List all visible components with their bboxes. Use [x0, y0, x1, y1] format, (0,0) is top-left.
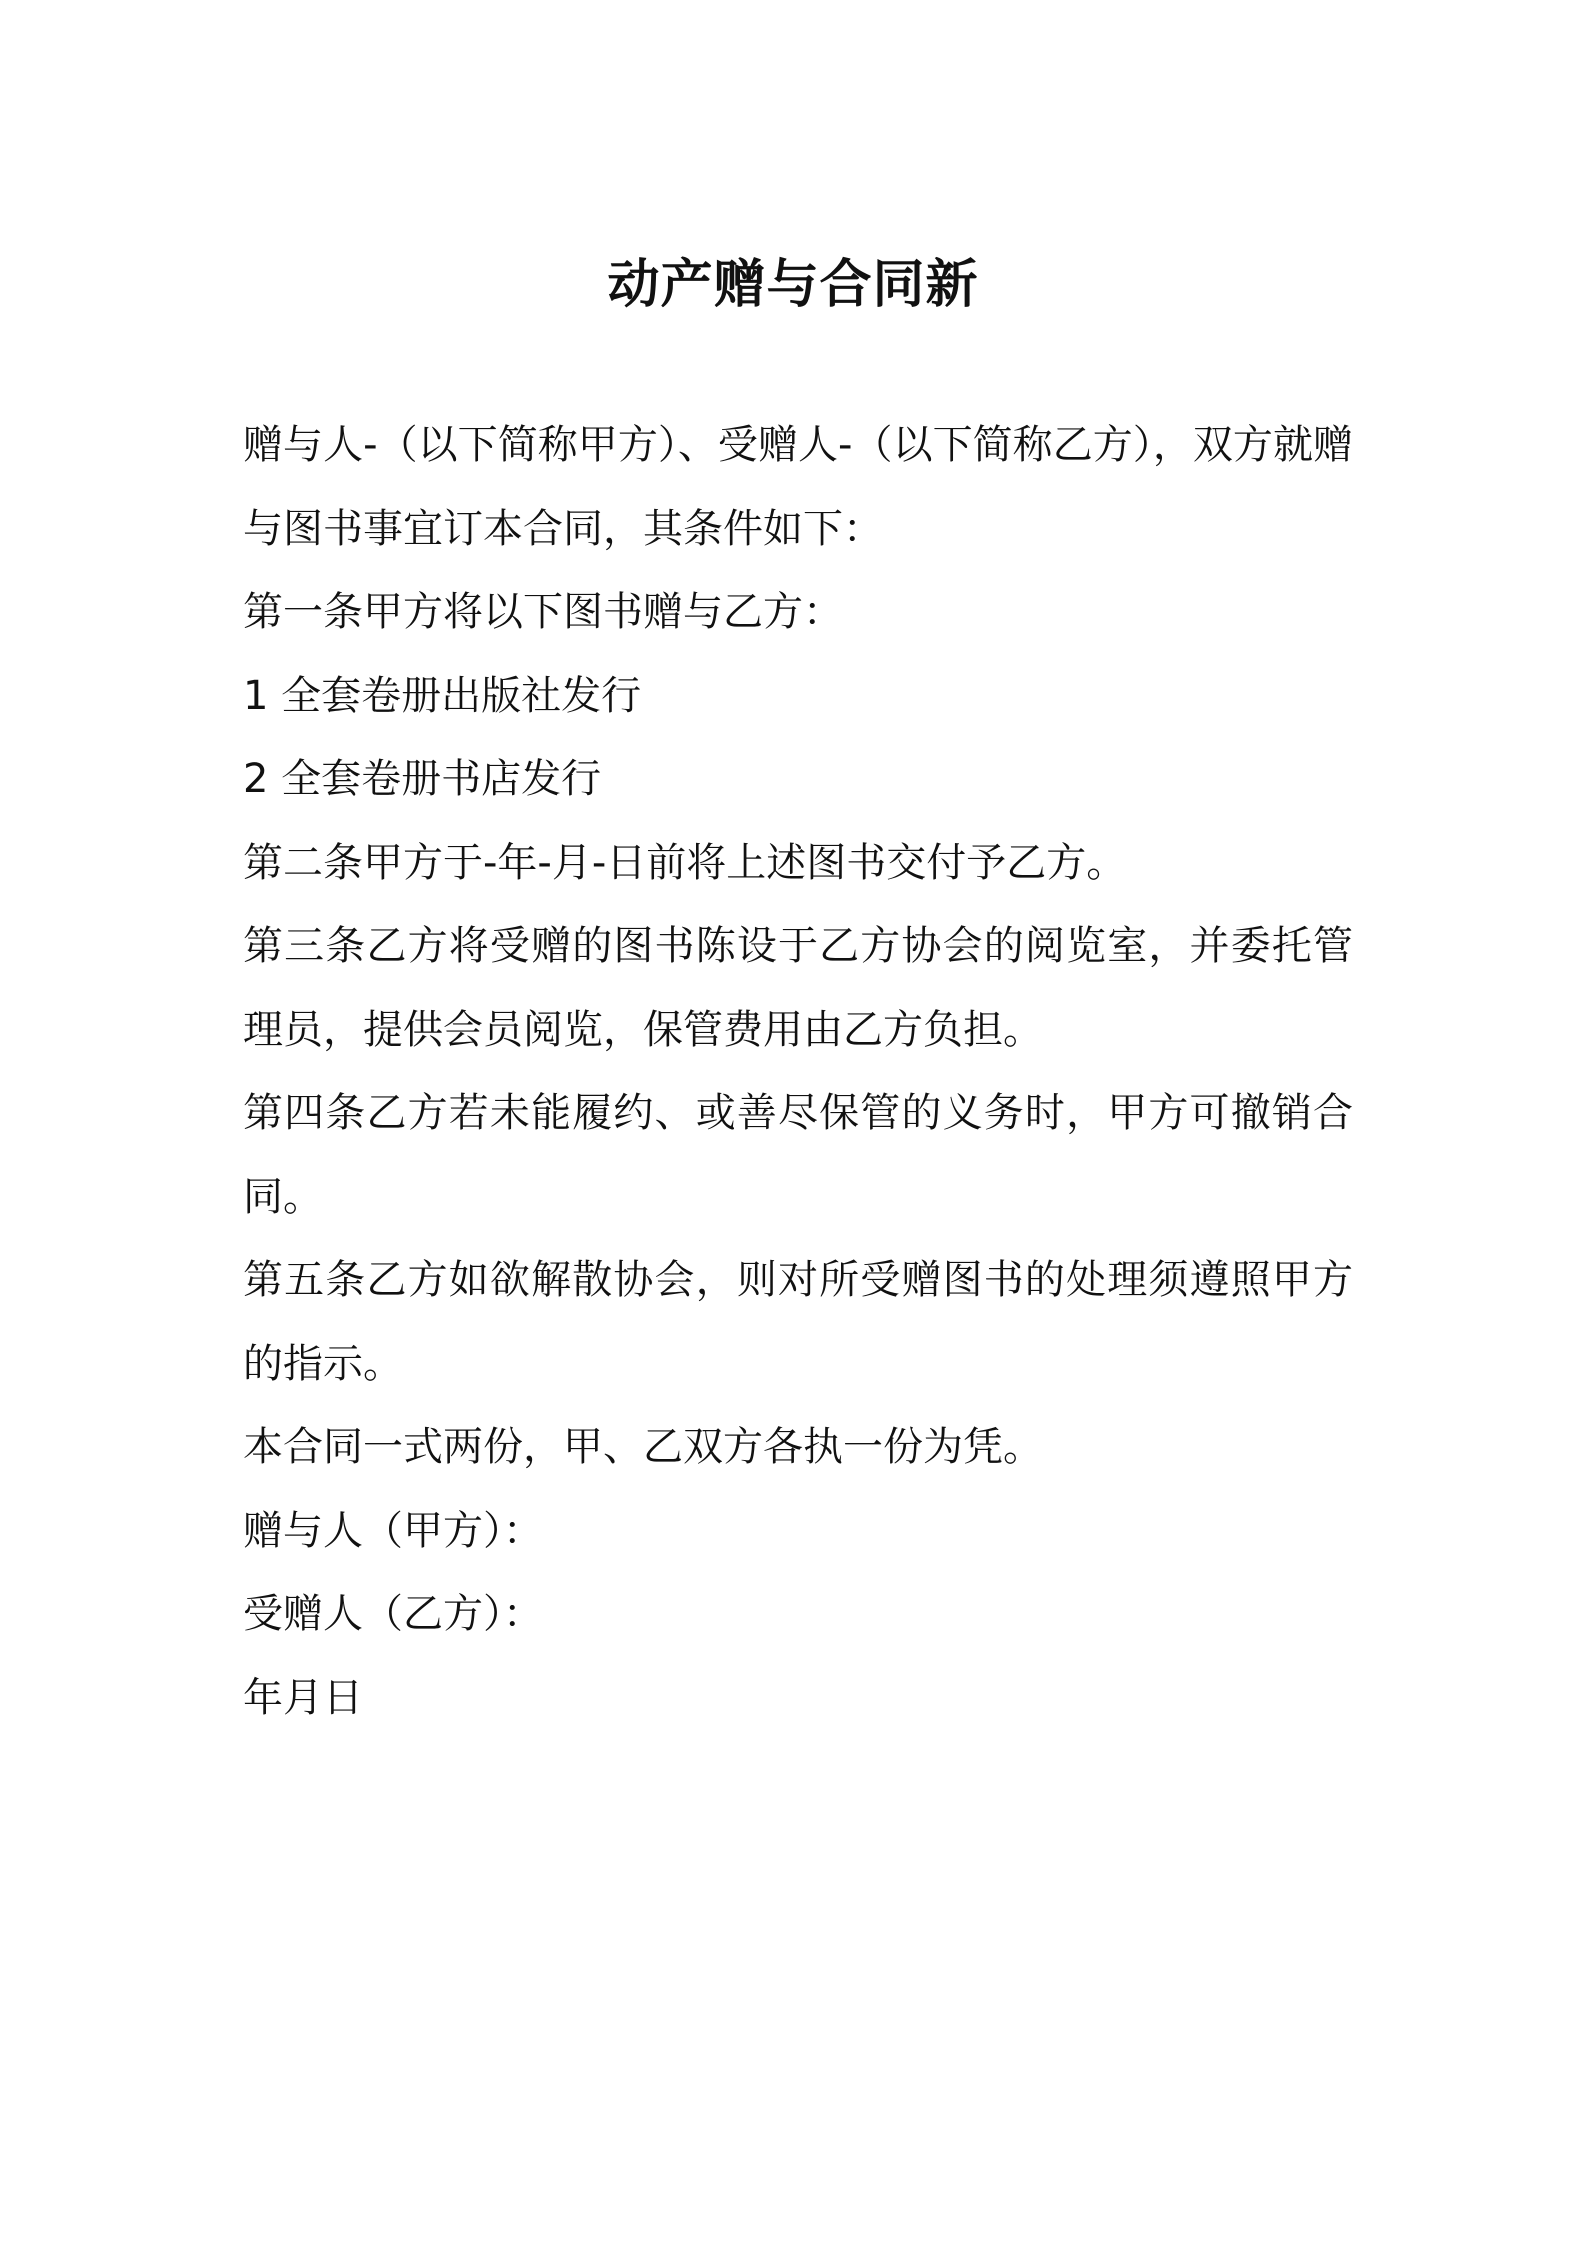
article-4: 第四条乙方若未能履约、或善尽保管的义务时，甲方可撤销合同。	[243, 1090, 1353, 1220]
article-2: 第二条甲方于-年-月-日前将上述图书交付予乙方。	[243, 839, 1127, 886]
donor-signature-line: 赠与人（甲方）：	[243, 1507, 543, 1554]
copies-clause: 本合同一式两份，甲、乙双方各执一份为凭。	[243, 1424, 1043, 1470]
book-item-2: 2 全套卷册书店发行	[243, 756, 602, 802]
document-title: 动产赠与合同新	[607, 255, 979, 315]
date-line: 年月日	[243, 1674, 363, 1721]
book-item-1: 1 全套卷册出版社发行	[243, 672, 642, 719]
article-1-heading: 第一条甲方将以下图书赠与乙方：	[243, 589, 843, 635]
document-body	[243, 404, 1353, 1740]
preamble-paragraph: 赠与人-（以下简称甲方）、受赠人-（以下简称乙方），双方就赠与图书事宜订本合同，其条件如下：	[243, 422, 1353, 552]
donee-signature-line: 受赠人（乙方）：	[243, 1591, 543, 1637]
article-5: 第五条乙方如欲解散协会，则对所受赠图书的处理须遵照甲方的指示。	[243, 1257, 1353, 1387]
article-3: 第三条乙方将受赠的图书陈设于乙方协会的阅览室，并委托管理员，提供会员阅览，保管费用由乙方负担。	[243, 923, 1353, 1053]
